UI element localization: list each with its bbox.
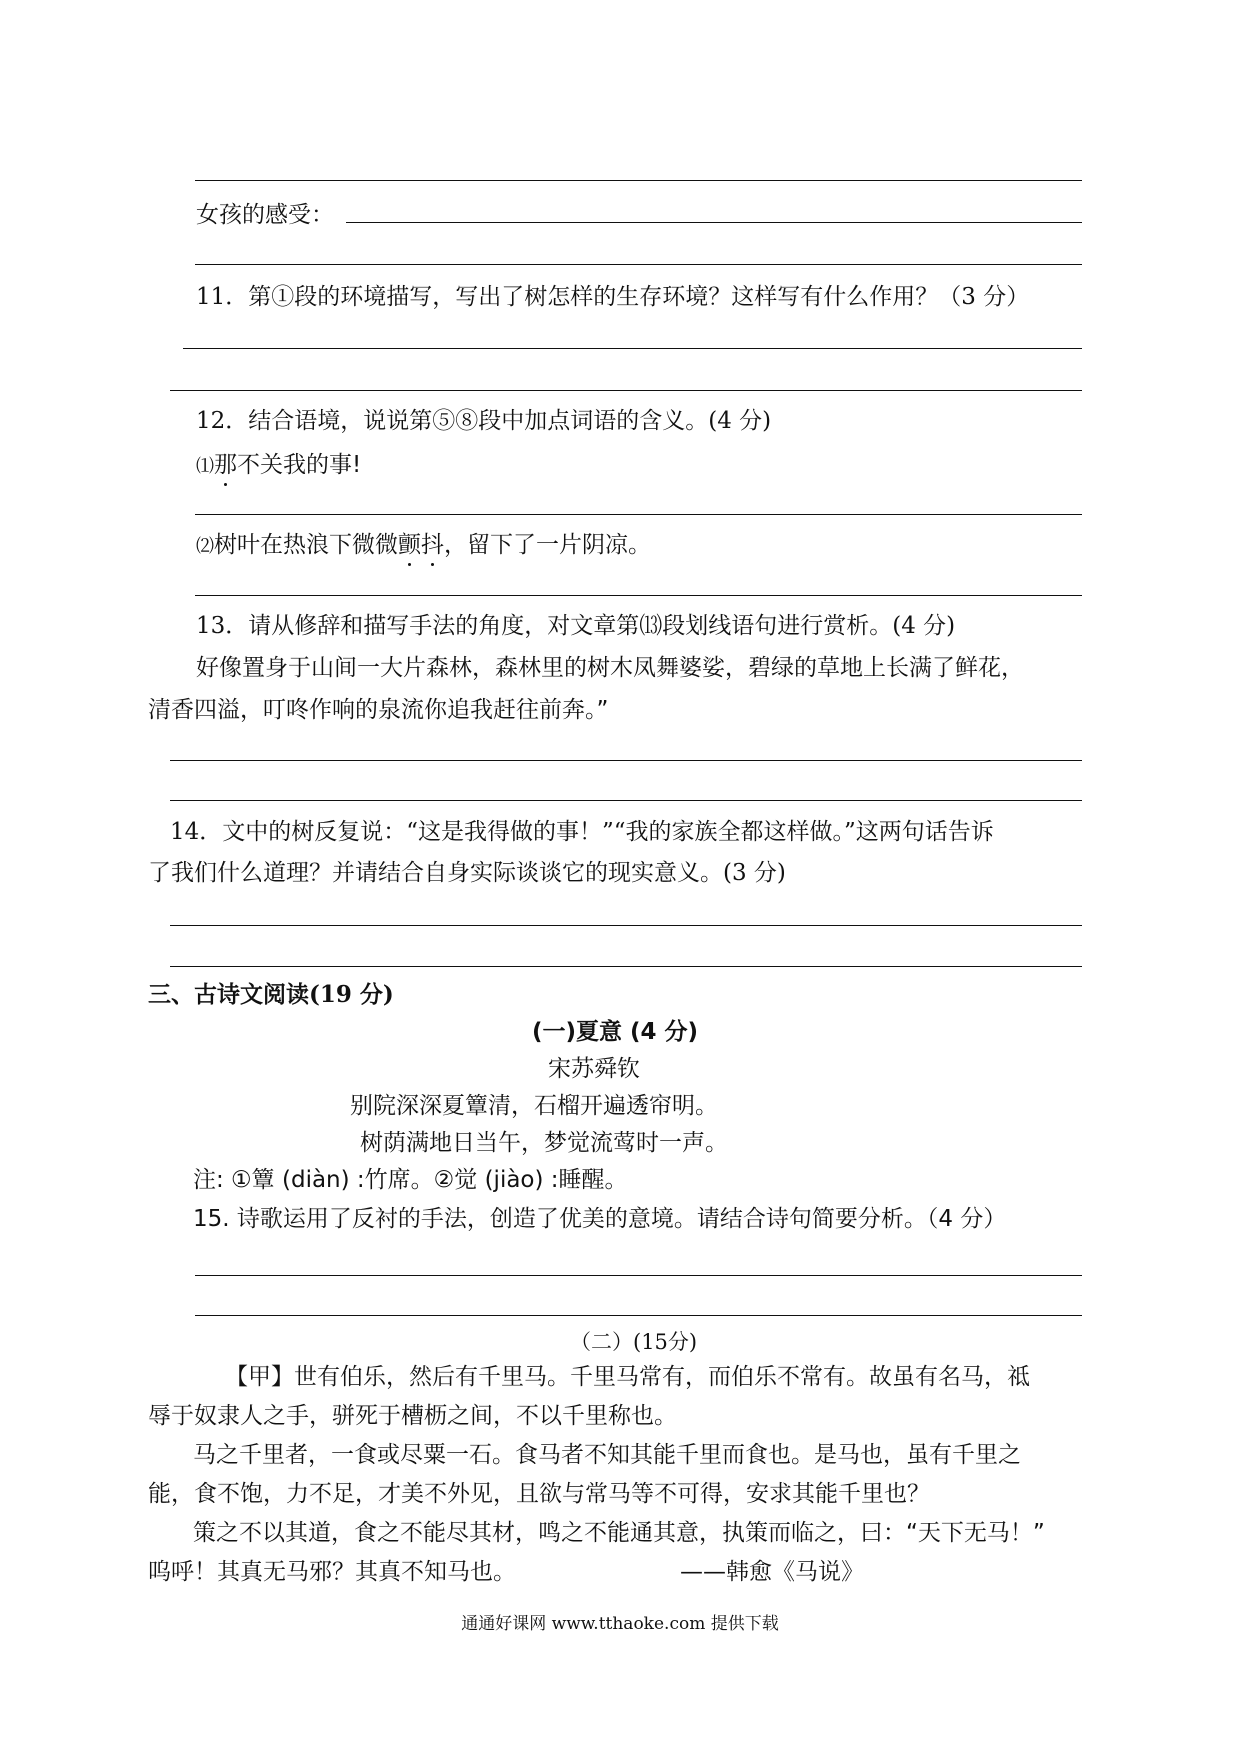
question-15: 15. 诗歌运用了反衬的手法，创造了优美的意境。请结合诗句简要分析。（4 分）: [193, 1206, 1007, 1232]
answer-line[interactable]: [170, 390, 1082, 391]
quote-line: 好像置身于山间一大片森林，森林里的树木凤舞婆娑，碧绿的草地上长满了鲜花，: [196, 655, 1024, 681]
sub-text: ，留下了一片阴凉。: [444, 532, 651, 558]
answer-line[interactable]: [170, 760, 1082, 761]
section-heading: 三、古诗文阅读(19 分): [148, 981, 394, 1008]
dotted-word: 颤: [398, 532, 421, 558]
poem-line: 树荫满地日当午，梦觉流莺时一声。: [360, 1130, 728, 1156]
poem-author: 宋苏舜钦: [548, 1056, 640, 1082]
question-13: 13．请从修辞和描写手法的角度，对文章第⒀段划线语句进行赏析。(4 分): [196, 613, 956, 639]
question-12: 12．结合语境，说说第⑤⑧段中加点词语的含义。(4 分): [196, 408, 772, 434]
text-line: 策之不以其道，食之不能尽其材，鸣之不能通其意，执策而临之，曰：“天下无马！”: [193, 1520, 1045, 1546]
answer-line[interactable]: [170, 800, 1082, 801]
answer-line[interactable]: [195, 1275, 1082, 1276]
girl-feeling-label: 女孩的感受：: [196, 202, 334, 228]
dotted-word: 那: [214, 452, 237, 478]
answer-line[interactable]: [195, 514, 1082, 515]
sub-text: 不关我的事!: [237, 452, 362, 478]
sub-number: ⑴: [196, 456, 214, 477]
question-12-sub1: [196, 450, 361, 482]
answer-line[interactable]: [195, 595, 1082, 596]
question-12-sub2: [196, 530, 651, 562]
answer-line[interactable]: [195, 180, 1082, 181]
sub-number: ⑵: [196, 536, 214, 557]
answer-line[interactable]: [195, 1315, 1082, 1316]
poem-line: 别院深深夏簟清，石榴开遍透帘明。: [350, 1093, 718, 1119]
poem-title: (一)夏意 (4 分): [531, 1019, 699, 1045]
question-14-line: 14．文中的树反复说：“这是我得做的事！”“我的家族全都这样做。”这两句话告诉: [170, 819, 994, 845]
girl-feeling-row: [196, 200, 334, 230]
text-line: 能，食不饱，力不足，才美不外见，且欲与常马等不可得，安求其能千里也？: [148, 1481, 930, 1507]
question-14-line: 了我们什么道理？并请结合自身实际谈谈它的现实意义。(3 分): [148, 860, 786, 886]
text-line: 马之千里者，一食或尽粟一石。食马者不知其能千里而食也。是马也，虽有千里之: [193, 1442, 1021, 1468]
source-attribution: ——韩愈《马说》: [680, 1559, 864, 1585]
part-heading: （二）(15分): [570, 1330, 698, 1354]
answer-line[interactable]: [170, 925, 1082, 926]
poem-note: 注: ①簟 (diàn) :竹席。②觉 (jiào) :睡醒。: [193, 1167, 628, 1193]
answer-line[interactable]: [170, 966, 1082, 967]
answer-line[interactable]: [183, 348, 1082, 349]
answer-line[interactable]: [195, 264, 1082, 265]
quote-line: 清香四溢，叮咚作响的泉流你追我赶往前奔。”: [148, 697, 609, 723]
text-line: 【甲】世有伯乐，然后有千里马。千里马常有，而伯乐不常有。故虽有名马，祗: [225, 1364, 1030, 1390]
dotted-word: 抖: [421, 532, 444, 558]
answer-line[interactable]: [346, 222, 1082, 223]
text-line: 辱于奴隶人之手，骈死于槽枥之间，不以千里称也。: [148, 1403, 677, 1429]
sub-text: 树叶在热浪下微微: [214, 532, 398, 558]
text-line: 呜呼！其真无马邪？其真不知马也。: [148, 1559, 516, 1585]
question-11: 11．第①段的环境描写，写出了树怎样的生存环境？这样写有什么作用？（3 分）: [196, 284, 1030, 310]
footer-text: 通通好课网 www.tthaoke.com 提供下载: [461, 1614, 779, 1634]
